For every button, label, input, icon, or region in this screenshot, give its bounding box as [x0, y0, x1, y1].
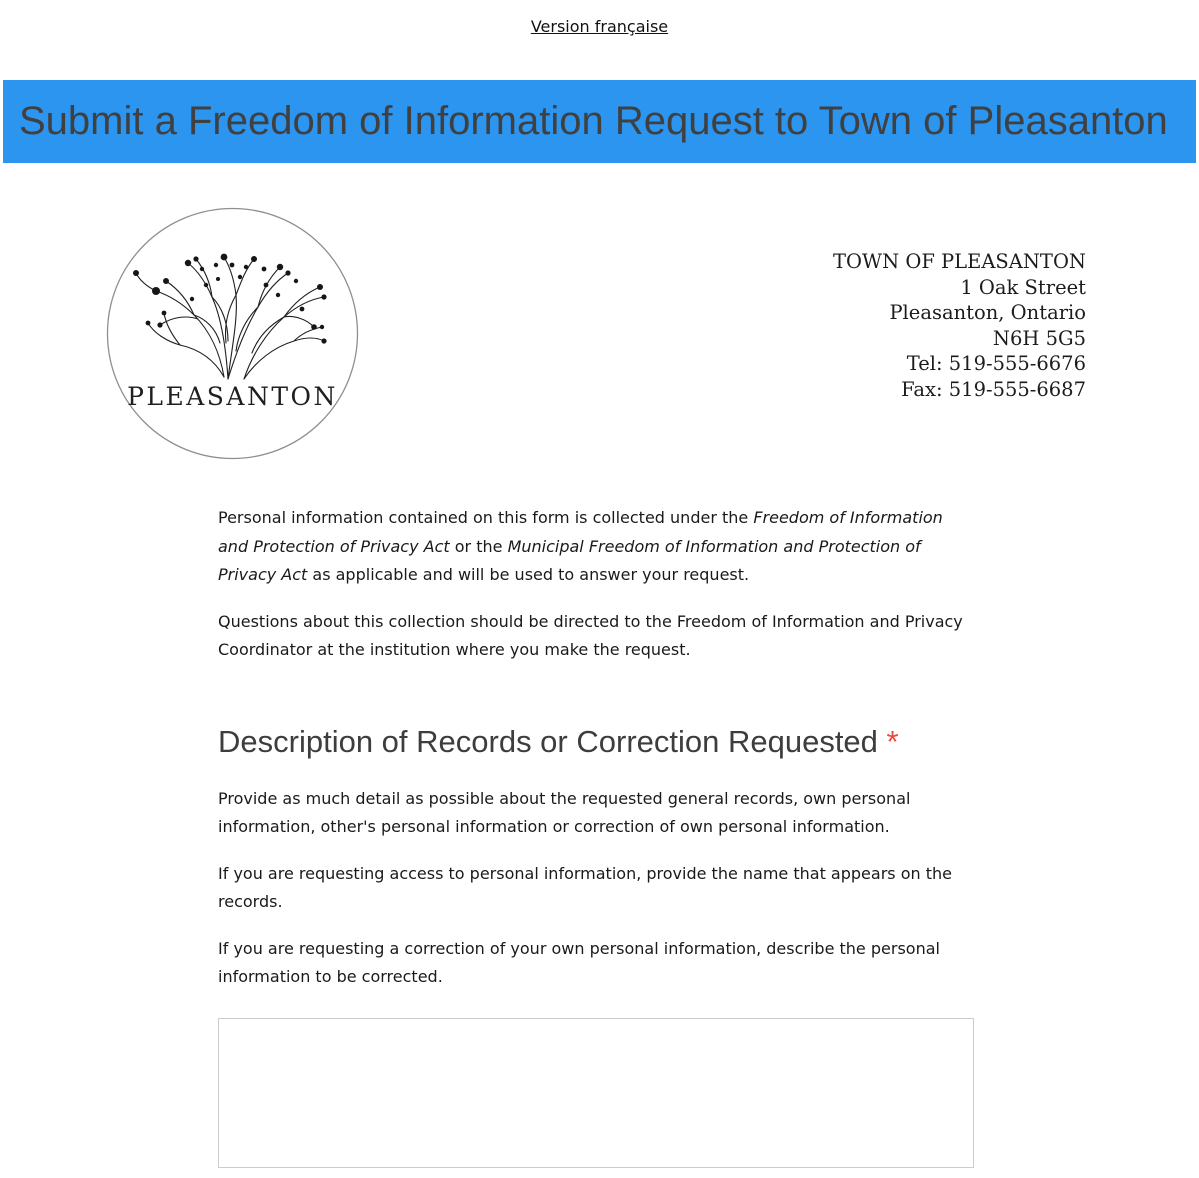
instructions-paragraph-access: If you are requesting access to personal information, provide the name that appears on the records.	[218, 863, 952, 911]
page-title: Submit a Freedom of Information Request to Town of Pleasanton	[19, 99, 1168, 143]
instructions-paragraph-detail: Provide as much detail as possible about the requested general records, own personal information, other's personal information or correction of own personal information.	[218, 788, 911, 836]
letterhead-row	[106, 207, 1086, 460]
page-title-banner	[3, 80, 1196, 163]
pleasanton-logo	[106, 207, 359, 460]
letterhead-address	[833, 249, 1086, 402]
privacy-notice-text: or the	[449, 536, 508, 556]
description-textarea[interactable]	[218, 1018, 974, 1168]
french-version-link[interactable]: Version française	[530, 17, 669, 36]
logo-wordmark: PLEASANTON	[127, 382, 338, 411]
letterhead-line-institution: TOWN OF PLEASANTON	[833, 250, 1086, 273]
questions-paragraph: Questions about this collection should be directed to the Freedom of Information and Privacy Coordinator at the institution where you make the request.	[218, 611, 963, 659]
letterhead-line-fax: Fax: 519-555-6687	[901, 377, 1086, 401]
instructions-paragraph-correction: If you are requesting a correction of your own personal information, describe the personal information to be corrected.	[218, 938, 940, 986]
letterhead-line-tel: Tel: 519-555-6676	[906, 352, 1086, 375]
act-name-mfippa: Municipal Freedom of Information and Protection of Privacy Act	[218, 536, 921, 584]
privacy-notice-text: as applicable and will be used to answer your request.	[307, 565, 750, 584]
form-content	[218, 504, 974, 1168]
required-asterisk: *	[886, 723, 899, 759]
letterhead-line-street: 1 Oak Street	[960, 275, 1086, 299]
letterhead-line-city: Pleasanton, Ontario	[889, 301, 1086, 324]
letterhead-line-postal: N6H 5G5	[992, 326, 1086, 350]
description-field-wrap	[218, 1018, 974, 1168]
section-heading	[218, 721, 974, 762]
privacy-notice-paragraph	[218, 504, 974, 590]
language-switch-row	[0, 0, 1199, 36]
act-name-fippa: Freedom of Information and Protection of Privacy Act	[218, 508, 943, 556]
section-heading-text: Description of Records or Correction Requested	[218, 723, 878, 759]
privacy-notice-text: Personal information contained on this form is collected under the	[218, 508, 754, 527]
pleasanton-logo-image	[106, 207, 359, 460]
